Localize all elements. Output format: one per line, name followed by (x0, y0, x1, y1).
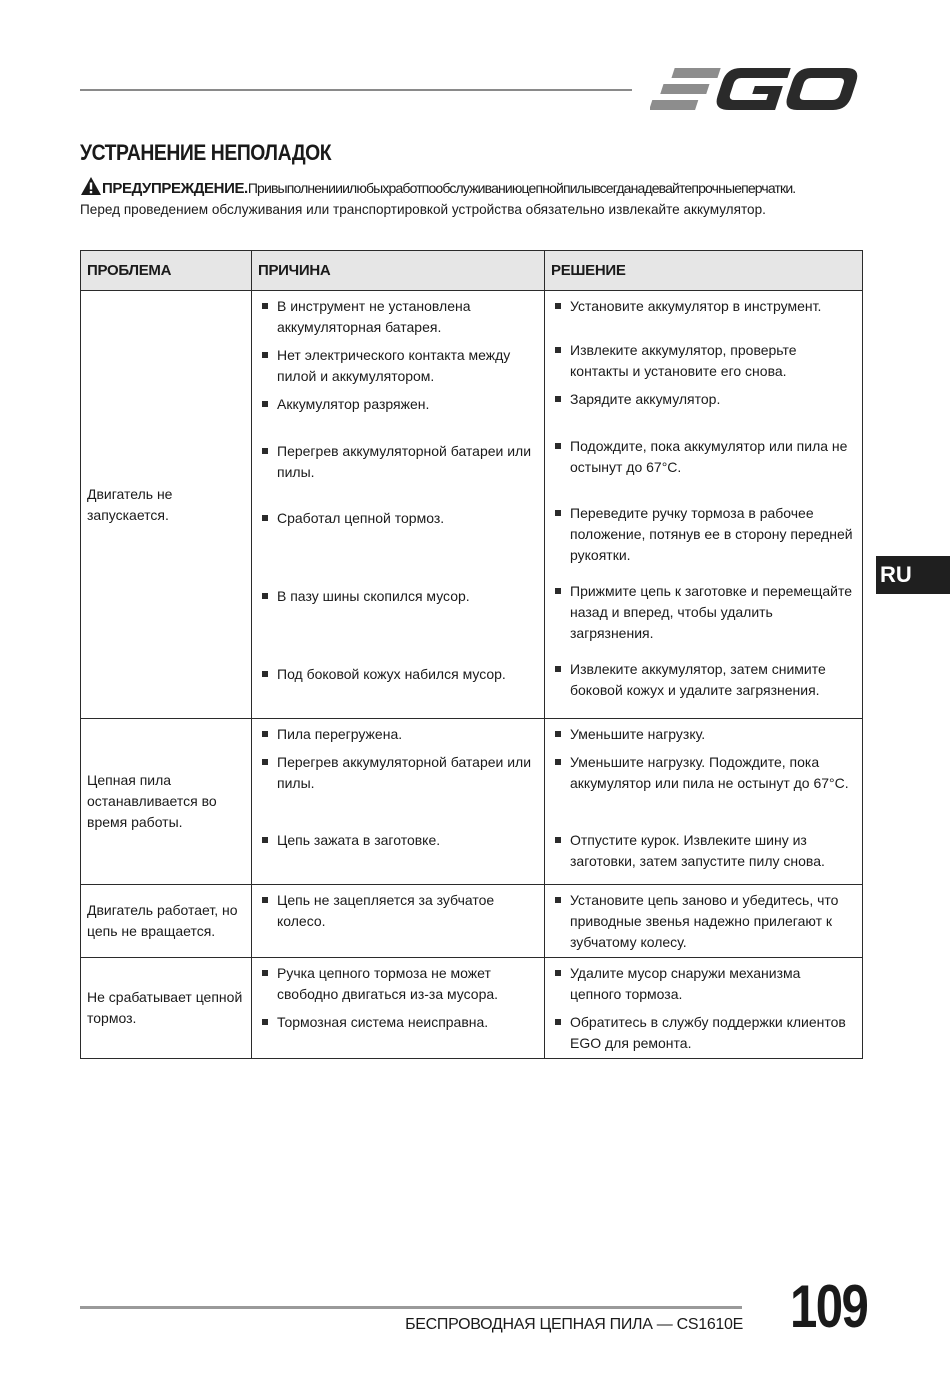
header-rule (80, 89, 632, 91)
solution-cell (545, 885, 863, 958)
cause-cell (252, 958, 545, 1059)
logo-bar-bottom (650, 100, 698, 110)
cause-item: Ручка цепного тормоза не может свободно двигаться из-за мусора. (260, 963, 536, 1005)
logo-letter-g (713, 68, 791, 110)
ego-logo (650, 64, 862, 114)
warning-line-1 (80, 176, 870, 199)
table-row (81, 291, 863, 719)
cause-item: Перегрев аккумуляторной батареи или пилы. (260, 441, 536, 501)
solution-item: Уменьшите нагрузку. Подождите, пока аккумулятор или пила не остынут до 67°C. (553, 752, 854, 823)
solution-item: Установите аккумулятор в инструмент. (553, 296, 854, 333)
solution-item: Обратитесь в службу поддержки клиентов EGO для ремонта. (553, 1012, 854, 1054)
cause-item: Перегрев аккумуляторной батареи или пилы. (260, 752, 536, 823)
cause-item: Под боковой кожух набился мусор. (260, 664, 536, 714)
cause-item: Тормозная система неисправна. (260, 1012, 536, 1054)
solution-item: Отпустите курок. Извлеките шину из заготовки, затем запустите пилу снова. (553, 830, 854, 880)
warning-label: ПРЕДУПРЕЖДЕНИЕ. (102, 180, 248, 197)
solution-item: Извлеките аккумулятор, проверьте контакты и установите его снова. (553, 340, 854, 382)
page-title: УСТРАНЕНИЕ НЕПОЛАДОК (80, 140, 332, 165)
warning-triangle-icon (80, 176, 102, 196)
cause-item: Нет электрического контакта между пилой и аккумулятором. (260, 345, 536, 387)
header-solution: РЕШЕНИЕ (545, 251, 863, 291)
problem-cell: Не срабатывает цепной тормоз. (81, 958, 252, 1059)
problem-cell: Двигатель работает, но цепь не вращается. (81, 885, 252, 958)
cause-cell (252, 719, 545, 885)
solution-item: Извлеките аккумулятор, затем снимите боковой кожух и удалите загрязнения. (553, 659, 854, 709)
table-row (81, 719, 863, 885)
header-problem: ПРОБЛЕМА (81, 251, 252, 291)
footer-rule (80, 1306, 742, 1309)
language-tab: RU (876, 556, 950, 594)
cause-item: Аккумулятор разряжен. (260, 394, 536, 434)
cause-item: Цепь зажата в заготовке. (260, 830, 536, 880)
troubleshooting-table (80, 250, 863, 1059)
solution-item: Удалите мусор снаружи механизма цепного тормоза. (553, 963, 854, 1005)
warning-text-1: Привыполненииилюбыхработпообслуживаниюцепнойпилывсегданадевайтепрочныеперчатки. (247, 180, 796, 196)
problem-cell: Двигатель не запускается. (81, 291, 252, 719)
logo-letter-o (783, 68, 861, 110)
solution-cell (545, 291, 863, 719)
solution-item: Подождите, пока аккумулятор или пила не остынут до 67°C. (553, 436, 854, 496)
warning-text-2: Перед проведением обслуживания или транспортировкой устройства обязательно извлекайте аккумулятор. (80, 201, 766, 217)
warning-block (80, 176, 870, 220)
logo-bar-top (671, 68, 720, 78)
table-body (81, 291, 863, 1059)
cause-item: В пазу шины скопился мусор. (260, 586, 536, 657)
page-number: 109 (790, 1273, 868, 1340)
table-row (81, 958, 863, 1059)
solution-item: Переведите ручку тормоза в рабочее положение, потянув ее в сторону передней рукоятки. (553, 503, 854, 574)
solution-cell (545, 958, 863, 1059)
problem-cell: Цепная пила останавливается во время работы. (81, 719, 252, 885)
table-header-row (81, 251, 863, 291)
logo-bar-middle (660, 84, 709, 94)
cause-cell (252, 291, 545, 719)
solution-cell (545, 719, 863, 885)
solution-item: Установите цепь заново и убедитесь, что приводные звенья надежно прилегают к зубчатому колесу. (553, 890, 854, 953)
solution-item: Зарядите аккумулятор. (553, 389, 854, 429)
header-cause: ПРИЧИНА (252, 251, 545, 291)
cause-cell (252, 885, 545, 958)
cause-item: Сработал цепной тормоз. (260, 508, 536, 579)
cause-item: Цепь не зацепляется за зубчатое колесо. (260, 890, 536, 953)
table-row (81, 885, 863, 958)
solution-item: Уменьшите нагрузку. (553, 724, 854, 745)
cause-item: В инструмент не установлена аккумуляторная батарея. (260, 296, 536, 338)
solution-item: Прижмите цепь к заготовке и перемещайте назад и вперед, чтобы удалить загрязнения. (553, 581, 854, 652)
footer-text: БЕСПРОВОДНАЯ ЦЕПНАЯ ПИЛА — CS1610E (405, 1316, 743, 1333)
cause-item: Пила перегружена. (260, 724, 536, 745)
